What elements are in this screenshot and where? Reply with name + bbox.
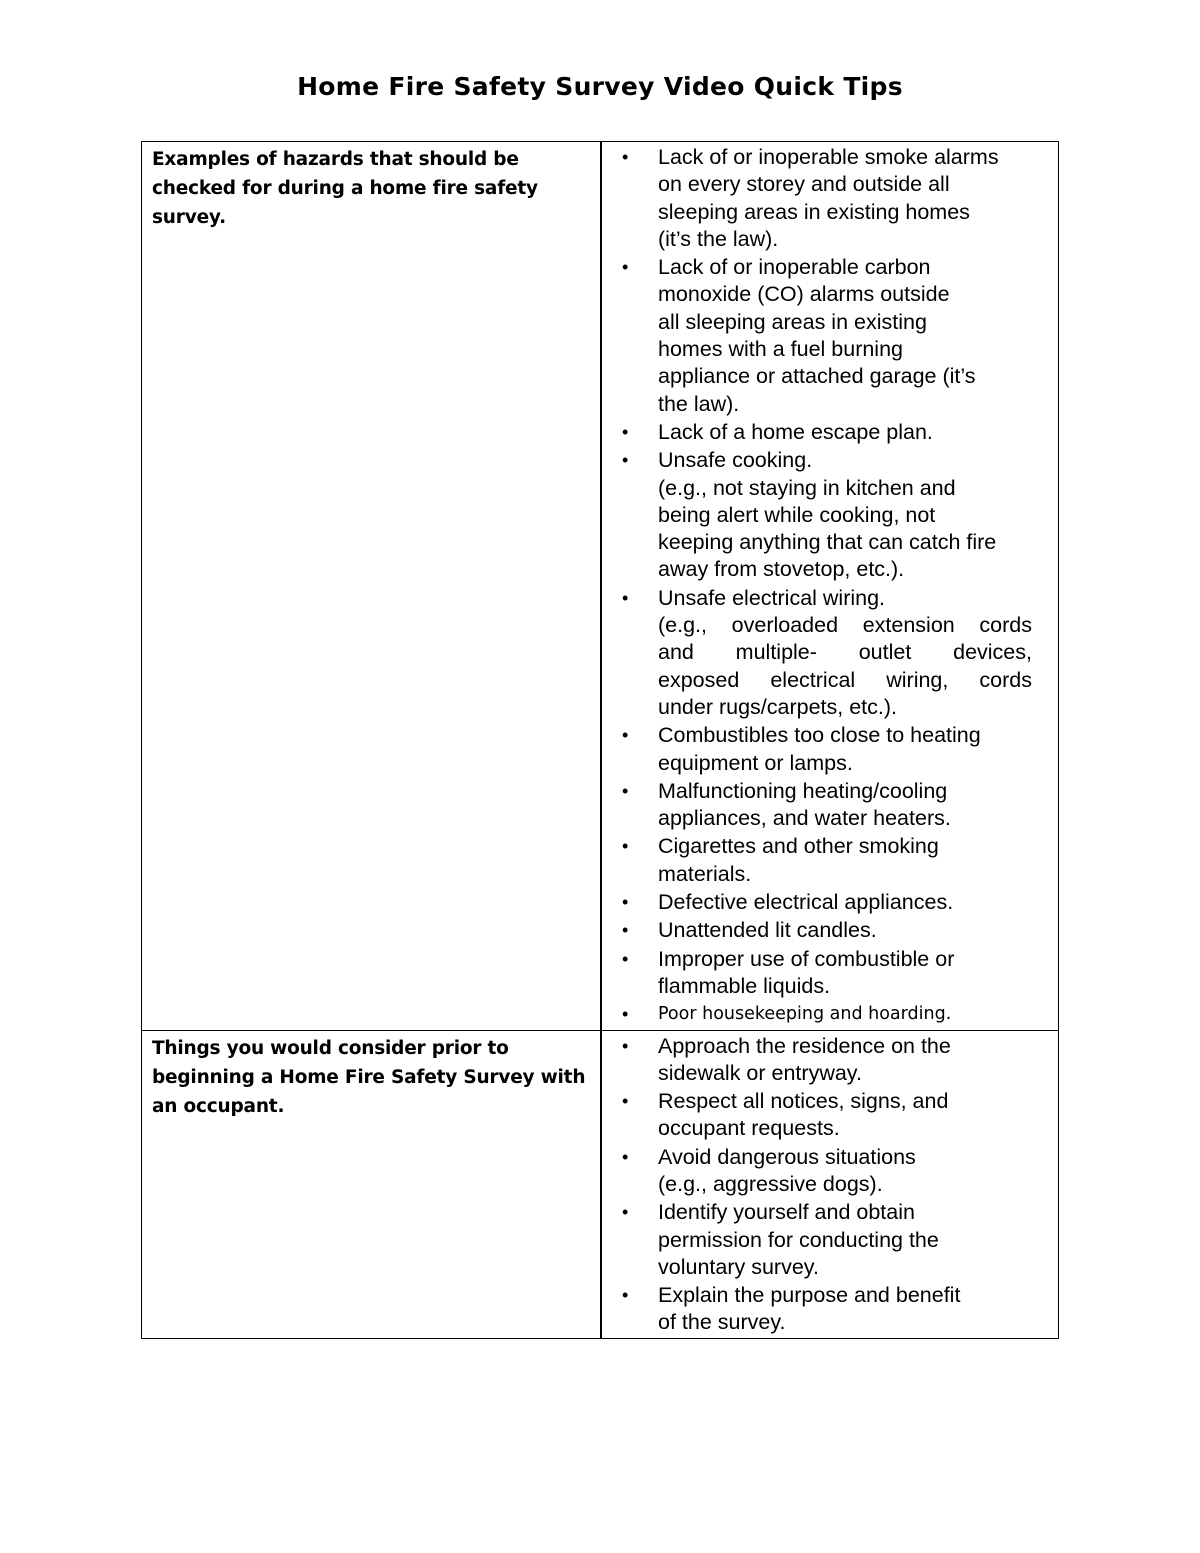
bullet-icon: • — [622, 780, 629, 801]
item-line: materials. — [658, 861, 752, 886]
row-content-cell — [601, 142, 1059, 1031]
item-line: homes with a fuel burning — [658, 337, 904, 362]
bullet-icon: • — [622, 892, 629, 913]
item-line: Unsafe cooking. — [658, 448, 813, 473]
bullet-icon: • — [622, 1285, 629, 1306]
item-line: Approach the residence on the — [658, 1033, 951, 1058]
bullet-icon: • — [622, 725, 629, 746]
list-item — [602, 833, 1032, 888]
bullet-icon: • — [622, 421, 629, 442]
item-line: on every storey and outside all — [658, 172, 950, 197]
item-line: (it’s the law). — [658, 226, 779, 251]
item-line: (e.g., overloaded extension cords — [658, 613, 1032, 638]
item-line: Avoid dangerous situations — [658, 1144, 916, 1169]
label-line: an occupant. — [152, 1095, 285, 1117]
item-line: sidewalk or entryway. — [658, 1060, 862, 1085]
item-line: the law). — [658, 391, 740, 416]
list-item — [602, 419, 1032, 446]
row-label-hazards — [142, 142, 600, 232]
item-line: and multiple- outlet devices, — [658, 640, 1032, 665]
item-line: occupant requests. — [658, 1116, 840, 1141]
label-line: Things you would consider prior to — [152, 1037, 509, 1059]
list-item — [602, 778, 1032, 833]
item-line: Improper use of combustible or — [658, 946, 955, 971]
list-item — [602, 144, 1032, 253]
item-line: Malfunctioning heating/cooling — [658, 778, 948, 803]
label-line: survey. — [152, 207, 226, 228]
bullet-icon: • — [622, 450, 629, 471]
bullet-icon: • — [622, 948, 629, 969]
list-item — [602, 447, 1032, 583]
item-line: Cigarettes and other smoking — [658, 834, 939, 859]
item-line: Explain the purpose and benefit — [658, 1283, 961, 1308]
bullet-icon: • — [622, 1035, 629, 1056]
hazard-list — [602, 142, 1058, 1029]
item-line: exposed electrical wiring, cords — [658, 667, 1032, 692]
bullet-icon: • — [622, 587, 629, 608]
item-line: all sleeping areas in existing — [658, 309, 927, 334]
item-line: appliances, and water heaters. — [658, 806, 951, 831]
label-line: beginning a Home Fire Safety Survey with — [152, 1066, 586, 1088]
bullet-icon: • — [622, 1091, 629, 1112]
list-item — [602, 585, 1032, 721]
bullet-icon: • — [622, 147, 629, 167]
item-line: Unsafe electrical wiring. — [658, 585, 886, 610]
table-row-considerations — [142, 1030, 1059, 1338]
item-line: voluntary survey. — [658, 1254, 819, 1279]
bullet-icon: • — [622, 1146, 629, 1167]
list-item — [602, 1199, 1032, 1281]
item-line: Defective electrical appliances. — [658, 890, 954, 915]
item-line: (e.g., aggressive dogs). — [658, 1171, 883, 1196]
list-item — [602, 946, 1032, 1001]
quick-tips-table — [141, 141, 1059, 1339]
item-line: under rugs/carpets, etc.). — [658, 694, 897, 719]
item-line: keeping anything that can catch fire — [658, 530, 997, 555]
item-line: of the survey. — [658, 1310, 786, 1335]
list-item — [602, 1144, 1032, 1199]
item-line: Respect all notices, signs, and — [658, 1089, 949, 1114]
bullet-icon: • — [622, 920, 629, 941]
label-line: checked for during a home fire safety — [152, 178, 538, 199]
bullet-icon: • — [622, 836, 629, 857]
list-item — [602, 1088, 1032, 1143]
item-line: being alert while cooking, not — [658, 502, 936, 527]
item-line: Lack of a home escape plan. — [658, 419, 933, 444]
bullet-icon: • — [622, 257, 629, 278]
consideration-list — [602, 1031, 1058, 1337]
item-line: Lack of or inoperable carbon — [658, 255, 931, 280]
list-item — [602, 889, 1032, 916]
list-item — [602, 254, 1032, 418]
row-label-considerations — [142, 1031, 600, 1121]
row-content-cell — [601, 1030, 1059, 1338]
list-item — [602, 1001, 1032, 1028]
row-label-cell — [142, 142, 602, 1031]
document-title: Home Fire Safety Survey Video Quick Tips — [297, 72, 903, 101]
item-line: away from stovetop, etc.). — [658, 557, 905, 582]
item-line: Unattended lit candles. — [658, 918, 877, 943]
list-item — [602, 1033, 1032, 1088]
list-item — [602, 722, 1032, 777]
item-line: appliance or attached garage (it’s — [658, 364, 976, 389]
item-line: monoxide (CO) alarms outside — [658, 282, 950, 307]
label-line: Examples of hazards that should be — [152, 149, 519, 170]
item-line: permission for conducting the — [658, 1227, 939, 1252]
item-line: Combustibles too close to heating — [658, 723, 981, 748]
item-line: Identify yourself and obtain — [658, 1200, 915, 1225]
bullet-icon: • — [622, 1004, 629, 1025]
bullet-icon: • — [622, 1202, 629, 1223]
item-line: sleeping areas in existing homes — [658, 199, 970, 224]
list-item — [602, 917, 1032, 944]
item-line: flammable liquids. — [658, 973, 831, 998]
row-label-cell — [142, 1030, 602, 1338]
item-line: equipment or lamps. — [658, 750, 853, 775]
table-row-hazards — [142, 142, 1059, 1031]
list-item — [602, 1282, 1032, 1337]
item-line: (e.g., not staying in kitchen and — [658, 475, 956, 500]
item-line: Lack of or inoperable smoke alarms — [658, 145, 999, 169]
item-line: Poor housekeeping and hoarding. — [658, 1004, 952, 1025]
